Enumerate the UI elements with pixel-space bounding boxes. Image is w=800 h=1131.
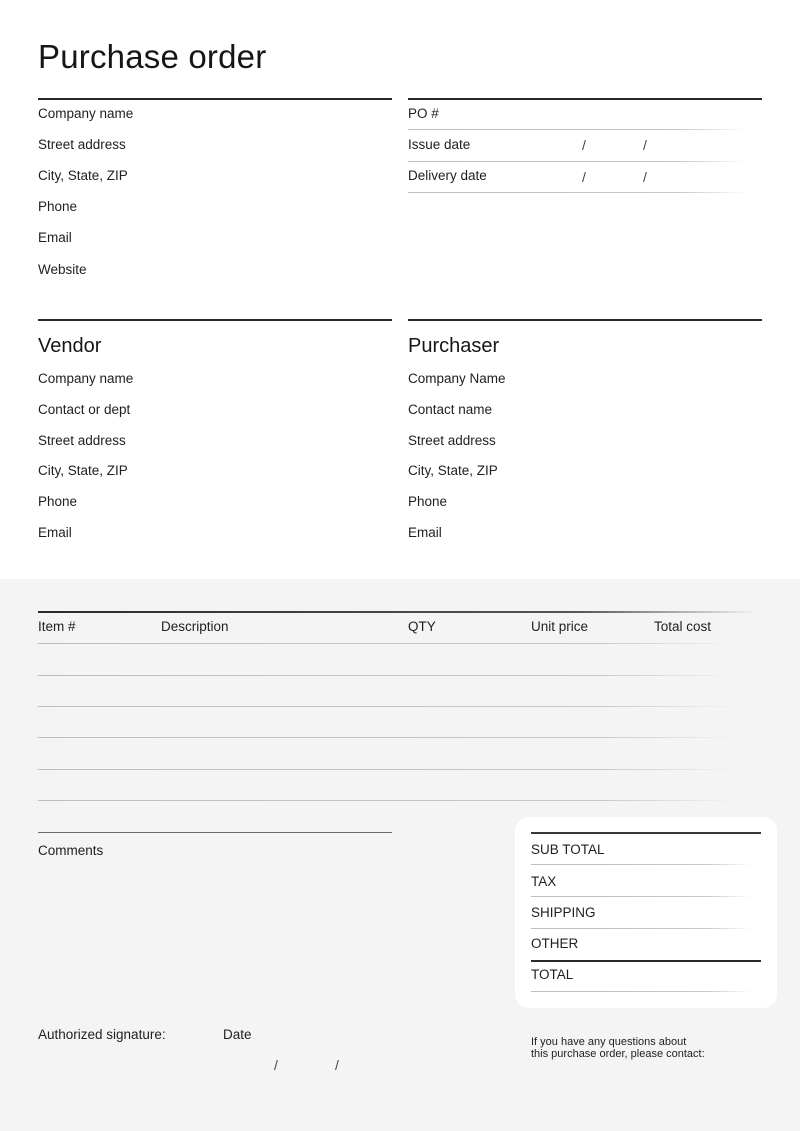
column-header-total-cost: Total cost [654,619,712,634]
shipping-line [531,928,751,929]
table-row[interactable] [38,770,738,800]
purchaser-company-name-field[interactable]: Company Name [408,371,506,386]
sender-website-field[interactable]: Website [38,262,87,277]
issue-date-separator-1: / [582,137,586,153]
sub-total-line [531,864,751,865]
total-divider [531,960,761,962]
sender-city-state-zip-field[interactable]: City, State, ZIP [38,168,128,183]
shipping-field[interactable]: SHIPPING [531,905,596,920]
po-number-field[interactable]: PO # [408,106,439,121]
sender-company-name-field[interactable]: Company name [38,106,134,121]
column-header-qty: QTY [408,619,436,634]
table-row[interactable] [38,738,738,769]
contact-note-line-2: this purchase order, please contact: [531,1048,705,1060]
delivery-date-field[interactable]: Delivery date [408,168,487,183]
sub-total-field[interactable]: SUB TOTAL [531,842,605,857]
tax-line [531,896,751,897]
comments-textarea[interactable] [38,862,392,1002]
items-table-top-rule [38,611,758,613]
purchaser-phone-field[interactable]: Phone [408,494,448,509]
column-header-unit-price: Unit price [531,619,589,634]
po-number-line [408,129,748,130]
purchaser-email-field[interactable]: Email [408,525,442,540]
purchaser-contact-field[interactable]: Contact name [408,402,493,417]
sender-email-field[interactable]: Email [38,230,72,245]
sender-divider [38,98,392,100]
table-row[interactable] [38,644,738,675]
column-header-description: Description [161,619,229,634]
other-field[interactable]: OTHER [531,936,579,951]
purchaser-divider [408,319,762,321]
row-rule [38,800,738,801]
order-info-divider [408,98,762,100]
delivery-date-line [408,192,748,193]
vendor-heading: Vendor [38,335,102,357]
vendor-email-field[interactable]: Email [38,525,72,540]
delivery-date-separator-2: / [643,169,647,185]
contact-note-line-1: If you have any questions about [531,1036,687,1048]
purchaser-city-state-zip-field[interactable]: City, State, ZIP [408,463,498,478]
signature-date-separator-1: / [274,1057,278,1073]
vendor-contact-field[interactable]: Contact or dept [38,402,131,417]
tax-field[interactable]: TAX [531,874,557,889]
sender-street-address-field[interactable]: Street address [38,137,126,152]
column-header-item-number: Item # [38,619,76,634]
signature-date-separator-2: / [335,1057,339,1073]
comments-label: Comments [38,843,104,858]
vendor-city-state-zip-field[interactable]: City, State, ZIP [38,463,128,478]
vendor-company-name-field[interactable]: Company name [38,371,134,386]
total-line [531,991,751,992]
comments-divider [38,832,392,833]
vendor-street-address-field[interactable]: Street address [38,433,126,448]
signature-date-field[interactable] [223,1050,373,1076]
authorized-signature-label: Authorized signature: [38,1027,166,1042]
table-row[interactable] [38,676,738,706]
total-field[interactable]: TOTAL [531,967,574,982]
issue-date-separator-2: / [643,137,647,153]
purchaser-street-address-field[interactable]: Street address [408,433,496,448]
issue-date-field[interactable]: Issue date [408,137,471,152]
delivery-date-separator-1: / [582,169,586,185]
purchaser-heading: Purchaser [408,335,500,357]
page-title: Purchase order [38,38,267,75]
vendor-divider [38,319,392,321]
signature-date-label: Date [223,1027,252,1042]
table-row[interactable] [38,707,738,737]
signature-field[interactable] [38,1046,208,1076]
issue-date-line [408,161,748,162]
totals-top-rule [531,832,761,834]
vendor-phone-field[interactable]: Phone [38,494,78,509]
sender-phone-field[interactable]: Phone [38,199,78,214]
